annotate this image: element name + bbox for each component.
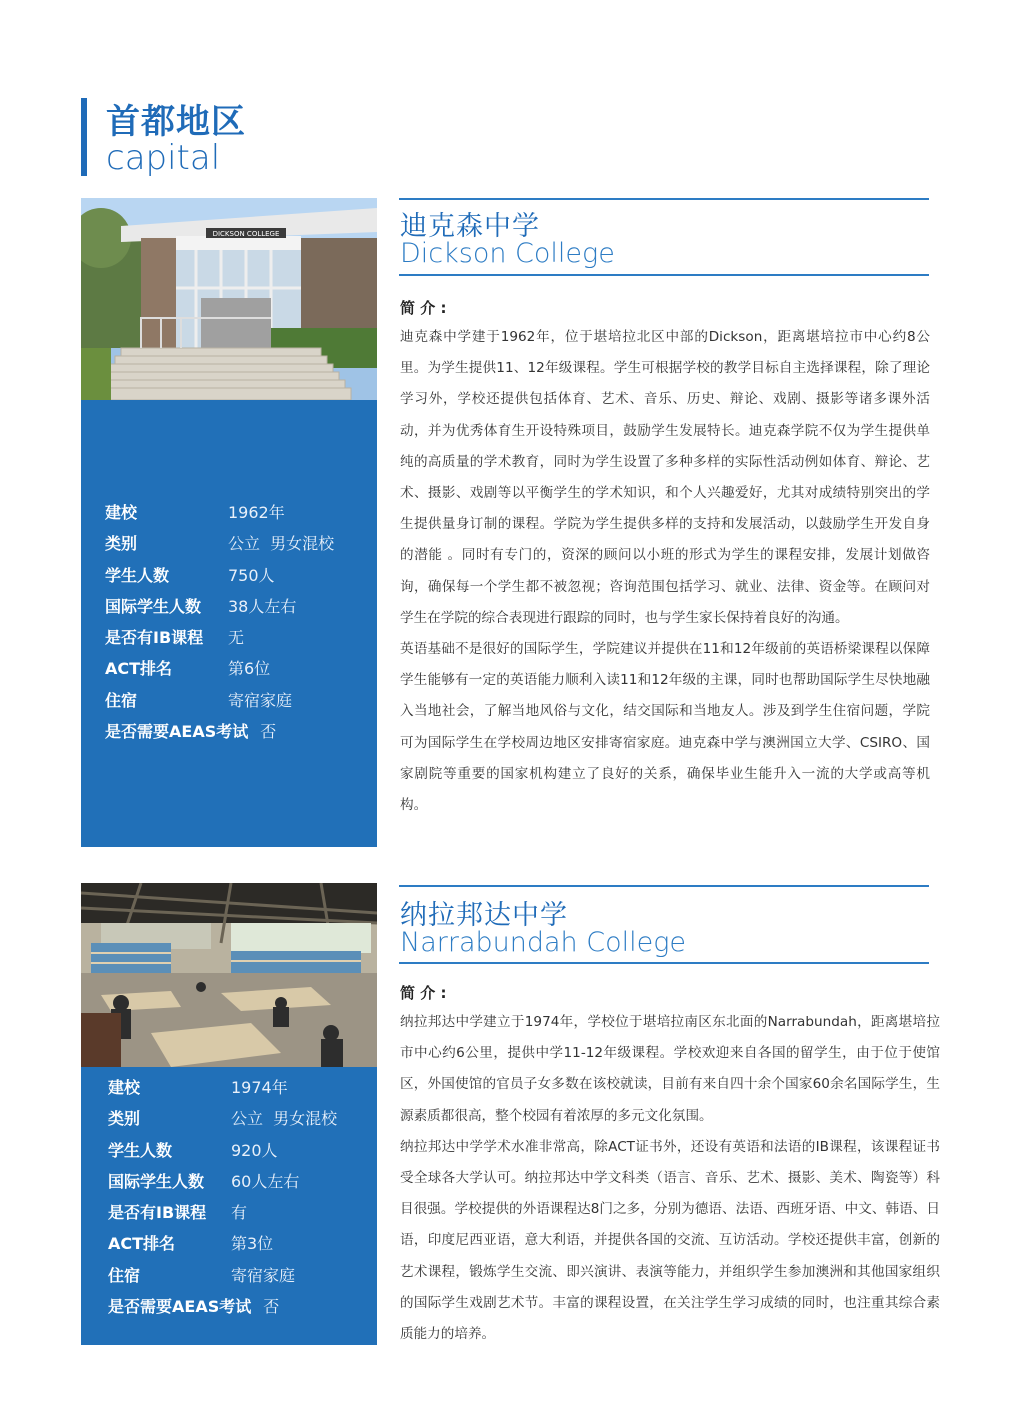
dickson-campus-photo (81, 198, 377, 400)
dickson-facts-panel (81, 400, 377, 847)
title-rule-bottom (399, 274, 929, 276)
fact-key: 类别 (105, 534, 138, 554)
fact-row (108, 1169, 300, 1200)
fact-row (108, 1106, 338, 1137)
fact-row (105, 563, 276, 594)
description-paragraph: 纳拉邦达中学学术水准非常高，除ACT证书外，还设有英语和法语的IB课程，该课程证书受全球各大学认可。纳拉邦达中学文科类（语言、音乐、艺术、摄影、美术、陶瓷等）科目很强。学校提供的外语课程达8门之多，分别为德语、法语、西班牙语、中文、韩语、日语，印度尼西亚语，意大利语，并提供各国的交流、互访活动。学校还提供丰富，创新的艺术课程，锻炼学生交流、即兴演讲、表演等能力，并组织学生参加澳洲和其他国家组织的国际学生戏剧艺术节。丰富的课程设置，在关注学生学习成绩的同时，也注重其综合素质能力的培养。 (400, 1138, 940, 1343)
fact-value: 无 (228, 628, 245, 648)
fact-value: 寄宿家庭 (231, 1265, 296, 1285)
fact-key: 是否需要AEAS考试 (105, 722, 249, 742)
page-title-en: capital (106, 138, 221, 178)
description-paragraph: 纳拉邦达中学建立于1974年，学校位于堪培拉南区东北面的Narrabundah，距离堪培拉市中心约6公里，提供中学11-12年级课程。学校欢迎来自各国的留学生，由于位于使馆区，外国使馆的官员子女多数在该校就读，目前有来自四十余个国家60余名国际学生，生源素质都很高，整个校园有着浓厚的多元文化氛围。 (400, 1014, 940, 1124)
fact-key: 是否有IB课程 (108, 1203, 207, 1223)
fact-row (105, 625, 276, 656)
fact-row (108, 1200, 279, 1231)
fact-row (108, 1263, 296, 1294)
narrabundah-library-photo (81, 883, 377, 1067)
fact-key: 是否需要AEAS考试 (108, 1297, 252, 1317)
fact-value: 否 (263, 1297, 280, 1317)
title-rule-top (399, 198, 929, 200)
fact-row (105, 688, 293, 719)
fact-row (105, 656, 276, 687)
fact-key: 建校 (105, 503, 138, 522)
title-rule-top (399, 885, 929, 887)
school-name-en: Dickson College (400, 238, 615, 269)
fact-value: 第3位 (231, 1234, 274, 1254)
fact-key: 学生人数 (108, 1140, 173, 1160)
fact-key: ACT排名 (108, 1234, 176, 1254)
intro-label: 简 介 : (400, 984, 447, 1002)
fact-row (105, 594, 297, 625)
fact-value: 750人 (228, 565, 275, 585)
page-title-cn: 首都地区 (106, 102, 246, 142)
fact-value: 1962年 (228, 503, 285, 522)
fact-row (105, 719, 276, 750)
fact-value: 1974年 (231, 1078, 288, 1097)
fact-value: 有 (231, 1203, 248, 1223)
fact-key: 是否有IB课程 (105, 628, 204, 648)
school-name-cn: 迪克森中学 (400, 211, 540, 242)
fact-value: 寄宿家庭 (228, 690, 293, 710)
fact-key: 国际学生人数 (105, 596, 202, 616)
fact-key: 类别 (108, 1109, 141, 1129)
description-paragraph: 英语基础不是很好的国际学生，学院建议并提供在11和12年级前的英语桥梁课程以保障学生能够有一定的英语能力顺利入读11和12年级的主课，同时也帮助国际学生尽快地融入当地社会，了解当地风俗与文化，结交国际和当地友人。涉及到学生住宿问题，学院可为国际学生在学校周边地区安排寄宿家庭。迪克森中学与澳洲国立大学、CSIRO、国家剧院等重要的国家机构建立了良好的关系，确保毕业生能升入一流的大学或高等机构。 (400, 641, 930, 814)
fact-value: 60人左右 (231, 1171, 300, 1191)
header-accent-bar (81, 98, 87, 176)
fact-key: 学生人数 (105, 565, 170, 585)
fact-row (108, 1138, 279, 1169)
fact-value: 公立 男女混校 (231, 1109, 338, 1129)
fact-key: 国际学生人数 (108, 1171, 205, 1191)
school-name-en: Narrabundah College (400, 927, 687, 958)
title-rule-bottom (399, 962, 929, 964)
fact-value: 38人左右 (228, 596, 297, 616)
narrabundah-facts-panel (81, 1067, 377, 1345)
fact-row (105, 531, 335, 562)
fact-row (108, 1231, 279, 1262)
dickson-facts-list (105, 500, 335, 750)
school-description (400, 1007, 940, 1350)
fact-row (108, 1075, 288, 1106)
fact-row (105, 500, 285, 531)
fact-key: 住宿 (108, 1265, 141, 1285)
description-paragraph: 迪克森中学建于1962年，位于堪培拉北区中部的Dickson，距离堪培拉市中心约8公里。为学生提供11、12年级课程。学生可根据学校的教学目标自主选择课程，除了理论学习外，学校还提供包括体育、艺术、音乐、历史、辩论、戏剧、摄影等诸多课外活动，并为优秀体育生开设特殊项目，鼓励学生发展特长。迪克森学院不仅为学生提供单纯的高质量的学术教育，同时为学生设置了多种多样的实际性活动例如体育、辩论、艺术、摄影、戏剧等以平衡学生的学术知识，和个人兴趣爱好，尤其对成绩特别突出的学生提供量身订制的课程。学院为学生提供多样的支持和发展活动，以鼓励学生开发自身的潜能 。同时有专门的，资深的顾问以小班的形式为学生的课程安排，发展计划做咨询，确保每一个学生都不被忽视；咨询范围包括学习、就业、法律、资金等。在顾问对学生在学院的综合表现进行跟踪的同时，也与学生家长保持着良好的沟通。 (400, 329, 930, 626)
school-description (400, 322, 930, 821)
fact-key: 住宿 (105, 690, 138, 710)
school-name-cn: 纳拉邦达中学 (400, 900, 568, 931)
narrabundah-facts-list (108, 1075, 338, 1325)
fact-value: 否 (260, 722, 277, 742)
fact-key: ACT排名 (105, 659, 173, 679)
fact-key: 建校 (108, 1078, 141, 1097)
fact-value: 公立 男女混校 (228, 534, 335, 554)
intro-label: 简 介 : (400, 299, 447, 317)
fact-value: 第6位 (228, 659, 271, 679)
sign-text: DICKSON COLLEGE (212, 230, 280, 238)
fact-row (108, 1294, 279, 1325)
fact-value: 920人 (231, 1140, 278, 1160)
